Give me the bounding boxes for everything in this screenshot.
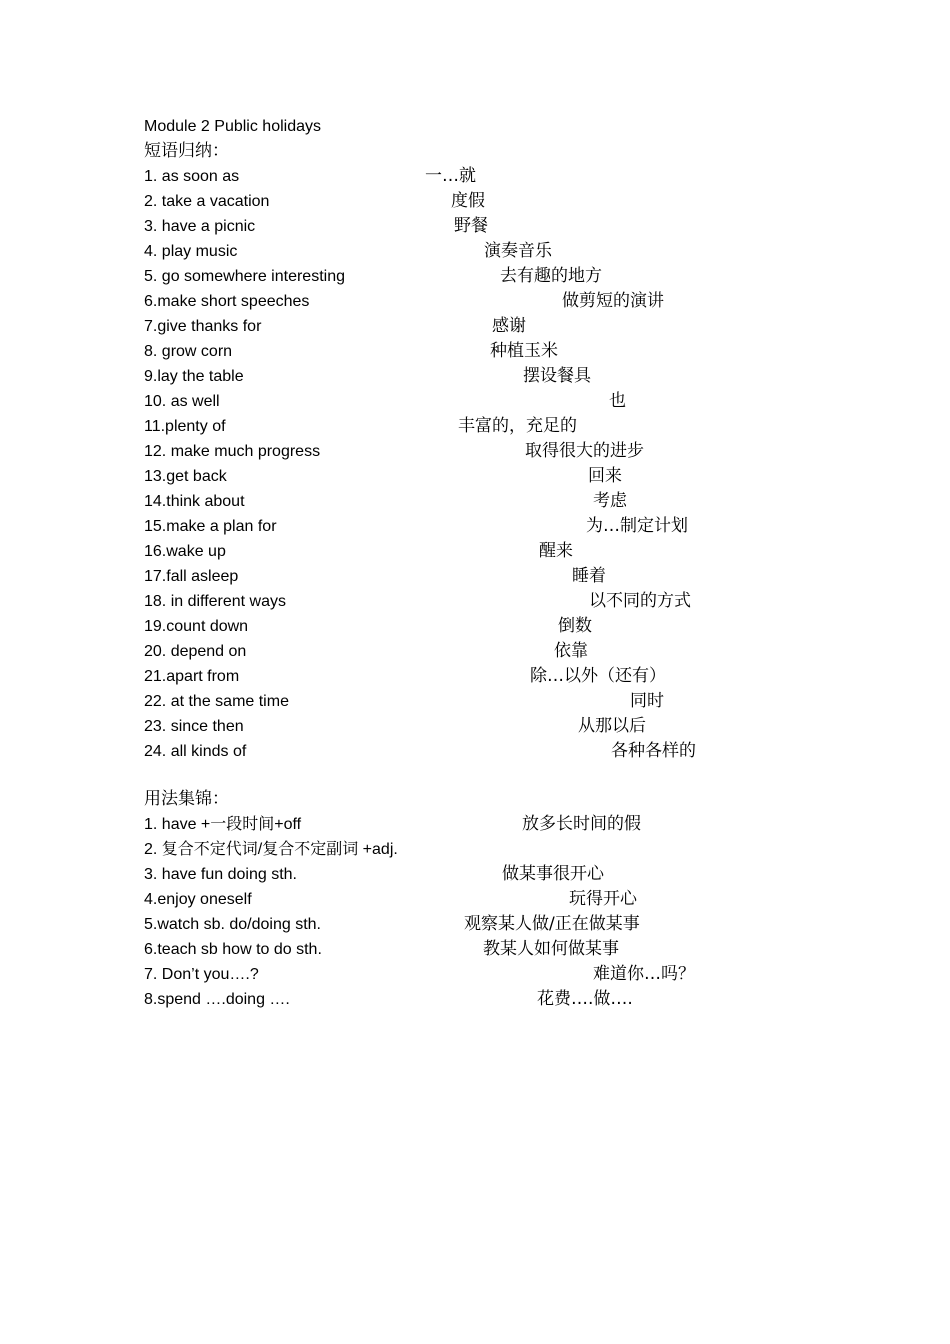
- phrase-en: 11.plenty of: [144, 418, 226, 435]
- phrase-en: 4. play music: [144, 243, 238, 260]
- phrase-en: 19.count down: [144, 618, 249, 635]
- phrase-en: 3. have a picnic: [144, 218, 256, 235]
- usage-en: 2. 复合不定代词/复合不定副词 +adj.: [144, 841, 398, 858]
- phrase-zh: 各种各样的: [611, 741, 696, 761]
- phrase-zh: 以不同的方式: [589, 591, 691, 611]
- phrase-zh: 丰富的，充足的: [458, 416, 577, 436]
- usage-en: 3. have fun doing sth.: [144, 866, 297, 883]
- phrase-zh: 演奏音乐: [484, 241, 552, 261]
- phrase-zh: 摆设餐具: [523, 366, 591, 386]
- usage-en: 6.teach sb how to do sth.: [144, 941, 322, 958]
- usage-zh: 玩得开心: [569, 889, 637, 909]
- phrase-en: 13.get back: [144, 468, 227, 485]
- phrase-en: 15.make a plan for: [144, 518, 277, 535]
- phrase-en: 24. all kinds of: [144, 743, 247, 760]
- usage-en: 7. Don’t you….?: [144, 966, 259, 983]
- phrase-zh: 醒来: [539, 541, 573, 561]
- phrase-zh: 也: [609, 391, 626, 411]
- phrase-en: 16.wake up: [144, 543, 226, 560]
- phrase-zh: 考虑: [593, 491, 627, 511]
- title-text: Module 2 Public holidays: [144, 118, 321, 135]
- phrase-en: 2. take a vacation: [144, 193, 270, 210]
- phrases-heading-text: 短语归纳：: [144, 141, 229, 161]
- phrase-zh: 倒数: [558, 616, 592, 636]
- phrase-zh: 睡着: [572, 566, 606, 586]
- usage-zh: 做某事很开心: [502, 864, 604, 884]
- usage-en: 8.spend ….doing ….: [144, 991, 290, 1008]
- usage-heading-text: 用法集锦：: [144, 789, 229, 809]
- usage-zh: 花费….做….: [537, 989, 633, 1009]
- phrase-zh: 从那以后: [578, 716, 646, 736]
- phrase-zh: 种植玉米: [490, 341, 558, 361]
- phrase-zh: 感谢: [492, 316, 526, 336]
- phrase-zh: 取得很大的进步: [525, 441, 644, 461]
- phrase-zh: 一…就: [425, 166, 476, 186]
- phrase-en: 20. depend on: [144, 643, 247, 660]
- phrase-en: 7.give thanks for: [144, 318, 262, 335]
- phrase-zh: 野餐: [454, 216, 488, 236]
- phrase-en: 8. grow corn: [144, 343, 233, 360]
- usage-zh: 难道你…吗？: [593, 964, 695, 984]
- usage-zh: 教某人如何做某事: [483, 939, 619, 959]
- phrase-zh: 度假: [451, 191, 485, 211]
- phrase-en: 18. in different ways: [144, 593, 287, 610]
- phrase-zh: 回来: [588, 466, 622, 486]
- phrase-en: 5. go somewhere interesting: [144, 268, 345, 285]
- usage-en: 4.enjoy oneself: [144, 891, 252, 908]
- usage-zh: 观察某人做/正在做某事: [464, 914, 640, 934]
- phrase-en: 21.apart from: [144, 668, 240, 685]
- phrase-zh: 依靠: [554, 641, 588, 661]
- phrase-zh: 同时: [630, 691, 664, 711]
- phrase-en: 10. as well: [144, 393, 220, 410]
- phrase-zh: 做剪短的演讲: [562, 291, 664, 311]
- phrase-en: 6.make short speeches: [144, 293, 310, 310]
- phrase-en: 12. make much progress: [144, 443, 321, 460]
- phrase-en: 17.fall asleep: [144, 568, 239, 585]
- usage-en: 1. have +一段时间+off: [144, 816, 302, 833]
- phrase-en: 9.lay the table: [144, 368, 244, 385]
- phrase-en: 22. at the same time: [144, 693, 289, 710]
- phrase-en: 1. as soon as: [144, 168, 240, 185]
- phrase-zh: 除…以外（还有）: [530, 666, 666, 686]
- phrase-en: 14.think about: [144, 493, 245, 510]
- phrase-zh: 为…制定计划: [586, 516, 688, 536]
- phrase-zh: 去有趣的地方: [500, 266, 602, 286]
- usage-en: 5.watch sb. do/doing sth.: [144, 916, 321, 933]
- usage-zh: 放多长时间的假: [522, 814, 641, 834]
- phrase-en: 23. since then: [144, 718, 244, 735]
